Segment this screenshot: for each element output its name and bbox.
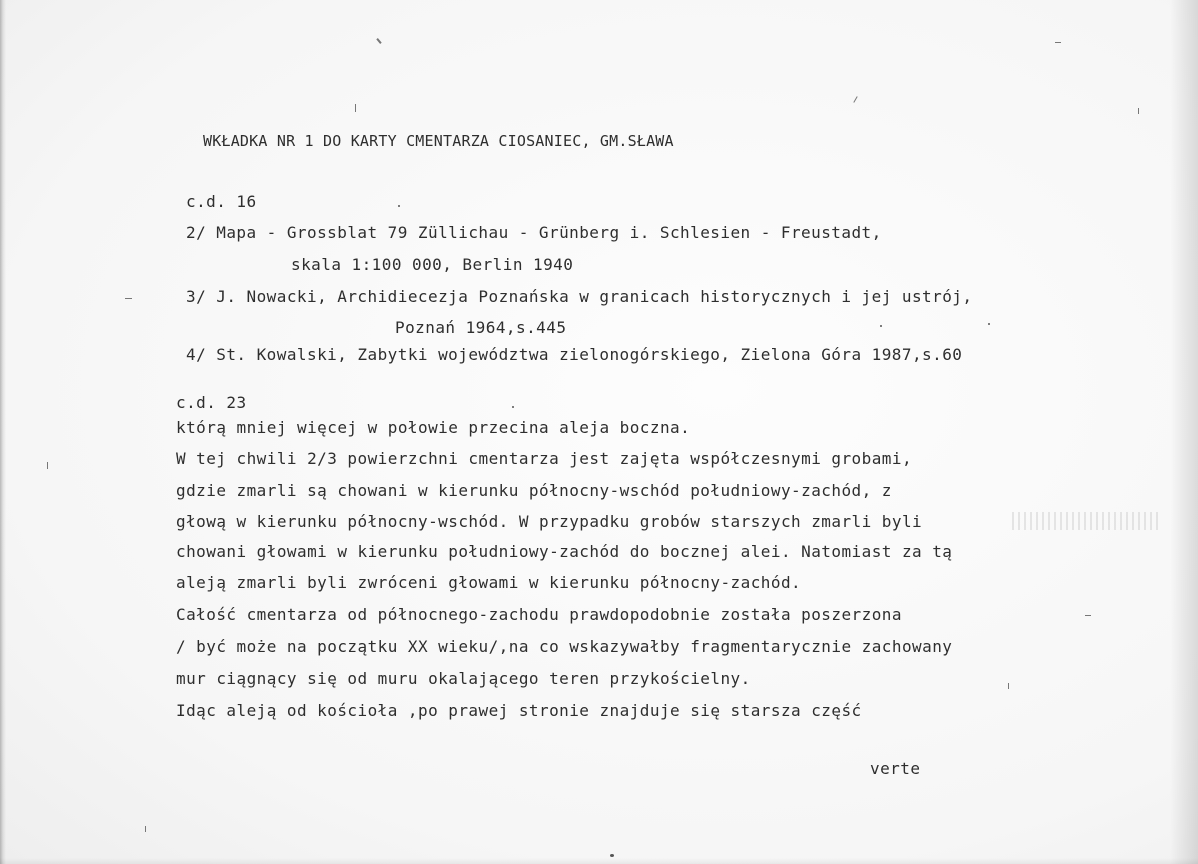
scan-speck xyxy=(853,96,857,103)
body-line: W tej chwili 2/3 powierzchni cmentarza jest zajęta współczesnymi grobami, xyxy=(176,449,913,468)
scan-speck xyxy=(610,854,614,857)
body-line: aleją zmarli byli zwróceni głowami w kierunku północny-zachód. xyxy=(176,573,802,592)
page-shadow-edge xyxy=(1170,0,1198,864)
scan-speck xyxy=(1085,615,1091,616)
body-line: gdzie zmarli są chowani w kierunku północny-wschód południowy-zachód, z xyxy=(176,481,892,500)
section-cd-23: c.d. 23 xyxy=(176,393,247,412)
scan-speck xyxy=(145,826,146,832)
scan-speck xyxy=(1055,42,1061,43)
scan-speck xyxy=(125,298,132,299)
verte-note: verte xyxy=(870,759,921,778)
scan-speck xyxy=(1008,683,1009,689)
reference-2: 2/ Mapa - Grossblat 79 Züllichau - Grünberg i. Schlesien - Freustadt, xyxy=(186,223,882,242)
reference-3-continued: Poznań 1964,s.445 xyxy=(395,318,567,337)
scan-speck xyxy=(512,406,514,408)
body-line: mur ciągnący się od muru okalającego teren przykościelny. xyxy=(176,669,751,688)
scan-speck xyxy=(355,104,356,112)
scan-speck xyxy=(376,38,381,44)
body-line: głową w kierunku północny-wschód. W przypadku grobów starszych zmarli byli xyxy=(176,512,923,531)
scan-speck xyxy=(988,323,990,325)
body-line: którą mniej więcej w połowie przecina aleja boczna. xyxy=(176,418,691,437)
scan-speck xyxy=(47,462,48,469)
scan-speck xyxy=(1138,108,1139,114)
reference-3: 3/ J. Nowacki, Archidiecezja Poznańska w granicach historycznych i jej ustrój, xyxy=(186,287,973,306)
body-line: Całość cmentarza od północnego-zachodu prawdopodobnie została poszerzona xyxy=(176,605,902,624)
document-title: WKŁADKA NR 1 DO KARTY CMENTARZA CIOSANIEC, GM.SŁAWA xyxy=(203,132,674,150)
reference-4: 4/ St. Kowalski, Zabytki województwa zielonogórskiego, Zielona Góra 1987,s.60 xyxy=(186,345,963,364)
scan-smudge xyxy=(1012,512,1162,530)
body-line: chowani głowami w kierunku południowy-zachód do bocznej alei. Natomiast za tą xyxy=(176,542,953,561)
body-line: Idąc aleją od kościoła ,po prawej stronie znajduje się starsza część xyxy=(176,701,862,720)
scan-speck xyxy=(398,205,400,207)
body-line: / być może na początku XX wieku/,na co wskazywałby fragmentarycznie zachowany xyxy=(176,637,953,656)
section-cd-16: c.d. 16 xyxy=(186,192,257,211)
reference-2-continued: skala 1:100 000, Berlin 1940 xyxy=(291,255,574,274)
scan-speck xyxy=(880,325,882,327)
